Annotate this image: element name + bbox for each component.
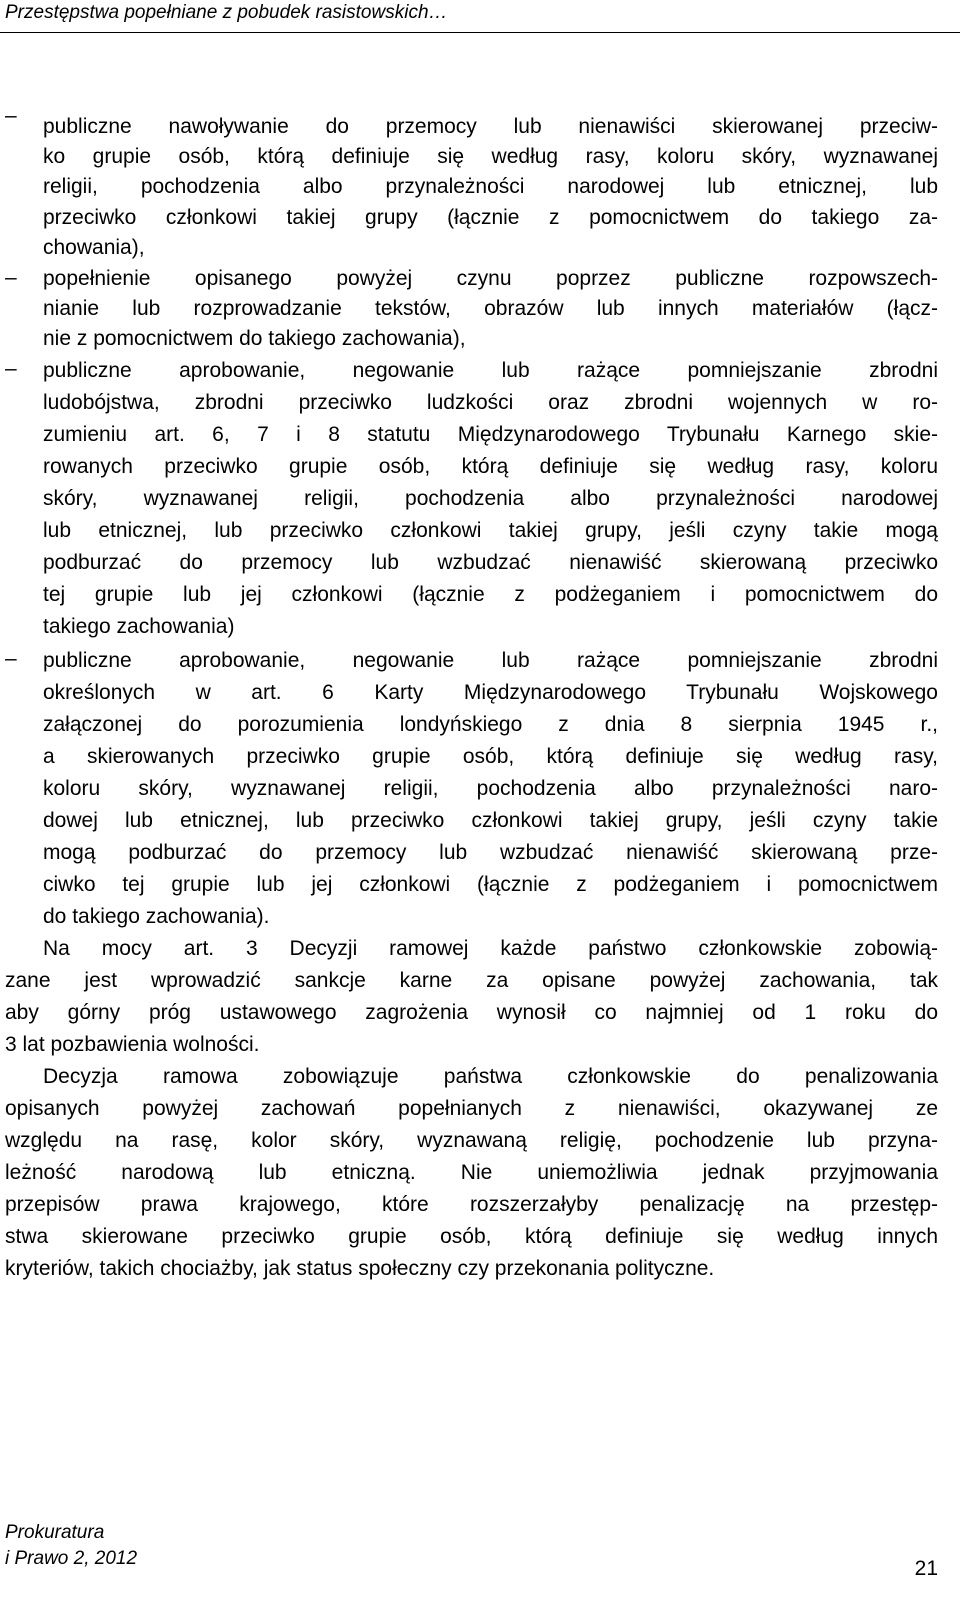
text-line: publiczne aprobowanie, negowanie lub rażące pomniejszanie zbrodni xyxy=(43,649,938,672)
text-line: publiczne aprobowanie, negowanie lub rażące pomniejszanie zbrodni xyxy=(43,359,938,382)
text-line: chowania), xyxy=(43,236,145,259)
text-line: rowanych przeciwko grupie osób, którą definiuje się według rasy, koloru xyxy=(43,455,938,478)
text-line: zumieniu art. 6, 7 i 8 statutu Międzynarodowego Trybunału Karnego skie- xyxy=(43,423,938,446)
running-title: Przestępstwa popełniane z pobudek rasistowskich… xyxy=(5,2,448,23)
text-line: zane jest wprowadzić sankcje karne za opisane powyżej zachowania, tak xyxy=(5,969,938,992)
journal-name: Prokuratura xyxy=(5,1522,105,1543)
text-line: podburzać do przemocy lub wzbudzać nienawiść skierowaną przeciwko xyxy=(43,551,938,574)
text-line: popełnienie opisanego powyżej czynu poprzez publiczne rozpowszech- xyxy=(43,267,938,290)
dash-bullet: – xyxy=(5,647,17,670)
text-line: takiego zachowania) xyxy=(43,615,235,638)
text-line: lub etnicznej, lub przeciwko członkowi takiej grupy, jeśli czyny takie mogą xyxy=(43,519,938,542)
text-line: ludobójstwa, zbrodni przeciwko ludzkości oraz zbrodni wojennych w ro- xyxy=(43,391,938,414)
text-line: aby górny próg ustawowego zagrożenia wynosił co najmniej od 1 roku do xyxy=(5,1001,938,1024)
text-line: względu na rasę, kolor skóry, wyznawaną religię, pochodzenie lub przyna- xyxy=(5,1129,938,1152)
page-number: 21 xyxy=(914,1557,938,1580)
text-line: określonych w art. 6 Karty Międzynarodowego Trybunału Wojskowego xyxy=(43,681,938,704)
text-line: nianie lub rozprowadzanie tekstów, obrazów lub innych materiałów (łącz- xyxy=(43,297,938,320)
text-line: mogą podburzać do przemocy lub wzbudzać nienawiść skierowaną prze- xyxy=(43,841,938,864)
text-line: Na mocy art. 3 Decyzji ramowej każde państwo członkowskie zobowią- xyxy=(43,937,938,960)
text-line: tej grupie lub jej członkowi (łącznie z podżeganiem i pomocnictwem do xyxy=(43,583,938,606)
text-line: stwa skierowane przeciwko grupie osób, którą definiuje się według innych xyxy=(5,1225,938,1248)
text-line: przeciwko członkowi takiej grupy (łącznie z pomocnictwem do takiego za- xyxy=(43,206,938,229)
text-line: przepisów prawa krajowego, które rozszerzałyby penalizację na przestęp- xyxy=(5,1193,938,1216)
dash-bullet: – xyxy=(5,104,17,127)
text-line: ciwko tej grupie lub jej członkowi (łącznie z podżeganiem i pomocnictwem xyxy=(43,873,938,896)
dash-bullet: – xyxy=(5,357,17,380)
text-line: religii, pochodzenia albo przynależności narodowej lub etnicznej, lub xyxy=(43,175,938,198)
text-line: leżność narodową lub etniczną. Nie uniemożliwia jednak przyjmowania xyxy=(5,1161,938,1184)
text-line: kryteriów, takich chociażby, jak status społeczny czy przekonania polityczne. xyxy=(5,1257,715,1280)
text-line: Decyzja ramowa zobowiązuje państwa członkowskie do penalizowania xyxy=(43,1065,938,1088)
text-line: do takiego zachowania). xyxy=(43,905,270,928)
text-line: skóry, wyznawanej religii, pochodzenia albo przynależności narodowej xyxy=(43,487,938,510)
text-line: 3 lat pozbawienia wolności. xyxy=(5,1033,260,1056)
dash-bullet: – xyxy=(5,266,17,289)
journal-issue: i Prawo 2, 2012 xyxy=(5,1548,138,1569)
header-rule xyxy=(0,32,960,33)
text-line: a skierowanych przeciwko grupie osób, którą definiuje się według rasy, xyxy=(43,745,938,768)
text-line: załączonej do porozumienia londyńskiego z dnia 8 sierpnia 1945 r., xyxy=(43,713,938,736)
text-line: dowej lub etnicznej, lub przeciwko członkowi takiej grupy, jeśli czyny takie xyxy=(43,809,938,832)
text-line: publiczne nawoływanie do przemocy lub nienawiści skierowanej przeciw- xyxy=(43,115,938,138)
text-line: nie z pomocnictwem do takiego zachowania), xyxy=(43,327,466,350)
text-line: opisanych powyżej zachowań popełnianych z nienawiści, okazywanej ze xyxy=(5,1097,938,1120)
text-line: ko grupie osób, którą definiuje się według rasy, koloru skóry, wyznawanej xyxy=(43,145,938,168)
text-line: koloru skóry, wyznawanej religii, pochodzenia albo przynależności naro- xyxy=(43,777,938,800)
